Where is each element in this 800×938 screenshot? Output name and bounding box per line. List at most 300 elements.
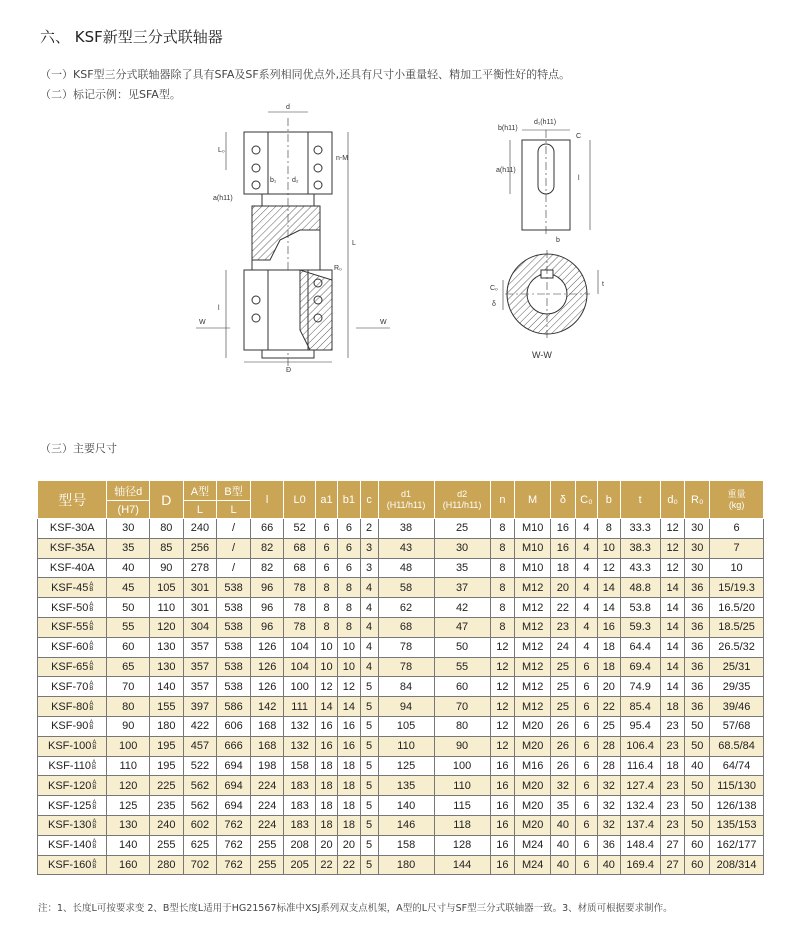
- table-cell: [515, 716, 551, 736]
- table-cell: [434, 855, 490, 875]
- cell-value: 6: [583, 660, 590, 673]
- cell-value: 140: [157, 680, 176, 693]
- cell-value: 10: [730, 561, 743, 574]
- cell-value: 96: [261, 601, 274, 614]
- cell-value: 8: [499, 581, 506, 594]
- table-cell: [150, 796, 184, 816]
- cell-value: 16: [342, 740, 356, 753]
- th-t: t: [620, 481, 660, 519]
- table-cell: [551, 697, 576, 717]
- cell-value: 8: [345, 581, 352, 594]
- cell-value: 50: [691, 799, 704, 812]
- cell-value: KSF-120: [48, 779, 92, 792]
- cell-value: 30: [691, 542, 704, 555]
- cell-value: 12: [496, 740, 509, 753]
- cell-value: 183: [290, 799, 309, 812]
- cell-value: 78: [399, 641, 413, 654]
- th-delta: δ: [551, 481, 576, 519]
- table-cell: [551, 538, 576, 558]
- cell-value: 10: [342, 641, 356, 654]
- table-cell: [490, 578, 515, 598]
- table-cell: [378, 835, 434, 855]
- table-cell: [338, 776, 360, 796]
- cell-value: 208/314: [716, 858, 757, 871]
- table-cell: [315, 756, 337, 776]
- cell-value: 80: [160, 522, 173, 535]
- cell-value: 6: [583, 839, 590, 852]
- cell-value: M10: [521, 561, 544, 574]
- cell-value: 59.3: [629, 621, 651, 634]
- cell-value: KSF-35A: [49, 542, 95, 555]
- table-cell: [183, 519, 217, 539]
- table-cell: [660, 815, 685, 835]
- cell-value: 65: [122, 660, 135, 673]
- cell-value: 115: [453, 799, 471, 812]
- table-cell: [434, 598, 490, 618]
- ab-letter: B: [92, 745, 97, 752]
- cell-value: 280: [157, 858, 176, 871]
- cell-value: M24: [521, 839, 544, 852]
- table-cell: [284, 637, 315, 657]
- table-cell: [183, 756, 217, 776]
- table-cell: [490, 617, 515, 637]
- table-cell: [338, 815, 360, 835]
- table-cell: [434, 716, 490, 736]
- cell-value: 14: [666, 601, 679, 614]
- table-cell: [338, 736, 360, 756]
- cell-value: M10: [521, 522, 544, 535]
- table-cell: [338, 796, 360, 816]
- cell-value: 6: [345, 561, 352, 574]
- th-b1: b1: [338, 481, 360, 519]
- th-c: c: [360, 481, 378, 519]
- table-row: [38, 519, 764, 539]
- table-cell: [360, 677, 378, 697]
- table-cell: [551, 855, 576, 875]
- table-cell: [551, 776, 576, 796]
- table-cell: [710, 815, 764, 835]
- cell-value: 562: [190, 799, 210, 812]
- table-cell: [490, 598, 515, 618]
- table-cell: [490, 796, 515, 816]
- table-cell: [217, 657, 251, 677]
- table-cell: [660, 519, 685, 539]
- table-cell: [575, 637, 597, 657]
- ab-letter: A: [89, 641, 94, 648]
- cell-value: 562: [190, 779, 210, 792]
- ab-letter: A: [92, 859, 97, 866]
- table-cell: [551, 519, 576, 539]
- cell-value: 38: [399, 522, 413, 535]
- th-type-a-L: L: [183, 501, 217, 519]
- table-cell: [551, 657, 576, 677]
- cell-value: 24: [556, 641, 569, 654]
- table-cell: [660, 776, 685, 796]
- cell-value: 625: [190, 839, 210, 852]
- table-cell: [150, 716, 184, 736]
- ab-letter: B: [92, 824, 97, 831]
- table-cell: [434, 637, 490, 657]
- table-cell: [620, 657, 660, 677]
- cell-value: 142: [257, 700, 277, 713]
- cell-value: M12: [521, 621, 544, 634]
- cell-value: 198: [257, 759, 277, 772]
- table-cell: [107, 716, 150, 736]
- table-cell: [315, 835, 337, 855]
- table-cell: [598, 815, 620, 835]
- cell-value: 12: [666, 522, 679, 535]
- cell-value: 135/153: [716, 819, 757, 832]
- th-l: l: [250, 481, 284, 519]
- table-cell: [360, 598, 378, 618]
- table-cell: [434, 796, 490, 816]
- cell-value: 5: [366, 839, 373, 852]
- ab-letter: A: [92, 760, 97, 767]
- table-cell: [434, 736, 490, 756]
- table-cell: [620, 776, 660, 796]
- th-n: n: [490, 481, 515, 519]
- table-cell: [710, 617, 764, 637]
- table-cell: [338, 578, 360, 598]
- table-cell: [685, 835, 710, 855]
- table-cell: [284, 558, 315, 578]
- table-cell: [284, 657, 315, 677]
- cell-value: 702: [190, 858, 210, 871]
- ab-letter: A: [89, 621, 94, 628]
- table-cell: [660, 796, 685, 816]
- table-cell: [434, 538, 490, 558]
- table-row: [38, 677, 764, 697]
- cell-value: 90: [160, 561, 173, 574]
- th-C0: C₀: [575, 481, 597, 519]
- table-cell: [250, 637, 284, 657]
- table-cell: [250, 657, 284, 677]
- table-cell: [217, 617, 251, 637]
- table-cell: [378, 697, 434, 717]
- cell-value: 4: [366, 581, 373, 594]
- table-cell: [360, 855, 378, 875]
- table-cell: [150, 519, 184, 539]
- table-body: [38, 519, 764, 875]
- table-cell: [183, 578, 217, 598]
- table-cell: [38, 598, 107, 618]
- cell-value: 126: [257, 641, 277, 654]
- cell-value: 18: [342, 779, 356, 792]
- table-cell: [183, 697, 217, 717]
- table-cell: [315, 578, 337, 598]
- table-cell: [284, 736, 315, 756]
- cell-value: M16: [521, 759, 544, 772]
- table-cell: [551, 815, 576, 835]
- cell-value: 7: [733, 542, 740, 555]
- table-cell: [150, 598, 184, 618]
- table-cell: [378, 677, 434, 697]
- ab-marker: [89, 642, 93, 652]
- cell-value: 4: [583, 542, 590, 555]
- table-cell: [338, 519, 360, 539]
- cell-value: 606: [224, 720, 243, 733]
- cell-value: 40: [556, 819, 569, 832]
- table-cell: [217, 558, 251, 578]
- table-cell: [620, 578, 660, 598]
- cell-value: 18: [342, 759, 356, 772]
- cell-value: 18.5/25: [718, 621, 755, 634]
- cell-value: 10: [342, 660, 356, 673]
- table-cell: [284, 697, 315, 717]
- table-cell: [620, 835, 660, 855]
- table-cell: [575, 657, 597, 677]
- table-cell: [515, 617, 551, 637]
- cell-value: 4: [583, 601, 590, 614]
- ab-letter: B: [92, 844, 97, 851]
- table-cell: [515, 677, 551, 697]
- table-cell: [38, 617, 107, 637]
- cell-value: 8: [499, 522, 506, 535]
- table-row: [38, 855, 764, 875]
- table-cell: [575, 578, 597, 598]
- cell-value: 6: [323, 542, 330, 555]
- cell-value: 120: [119, 779, 138, 792]
- table-cell: [620, 519, 660, 539]
- cell-value: 23: [556, 621, 569, 634]
- cell-value: 40: [556, 858, 569, 871]
- cell-value: 25: [556, 700, 569, 713]
- cell-value: 8: [323, 581, 330, 594]
- cell-value: 90: [455, 740, 469, 753]
- cell-value: 110: [157, 601, 176, 614]
- table-cell: [38, 736, 107, 756]
- table-cell: [490, 815, 515, 835]
- table-row: [38, 756, 764, 776]
- table-cell: [378, 519, 434, 539]
- ab-marker: [92, 781, 96, 791]
- cell-value: 14: [666, 680, 679, 693]
- cell-value: 68: [293, 542, 306, 555]
- table-cell: [250, 558, 284, 578]
- table-cell: [150, 855, 184, 875]
- cell-value: 224: [257, 799, 277, 812]
- table-cell: [250, 519, 284, 539]
- table-cell: [217, 677, 251, 697]
- cell-value: 50: [122, 601, 135, 614]
- table-row: [38, 736, 764, 756]
- cell-value: 357: [190, 660, 210, 673]
- cell-value: 66: [261, 522, 274, 535]
- table-cell: [38, 697, 107, 717]
- cell-value: 16: [496, 759, 509, 772]
- cell-value: 4: [583, 561, 590, 574]
- cell-value: 5: [366, 759, 373, 772]
- table-cell: [575, 776, 597, 796]
- table-cell: [620, 815, 660, 835]
- ab-letter: A: [89, 720, 94, 727]
- cell-value: 105: [396, 720, 416, 733]
- ab-letter: B: [89, 606, 94, 613]
- table-cell: [284, 598, 315, 618]
- cell-value: 85.4: [629, 700, 651, 713]
- cell-value: 20: [320, 839, 333, 852]
- ab-marker: [92, 761, 96, 771]
- label-delta: δ: [492, 301, 496, 308]
- cell-value: 37: [455, 581, 469, 594]
- cell-value: 132: [290, 720, 309, 733]
- table-cell: [378, 578, 434, 598]
- cell-value: 18: [602, 641, 615, 654]
- cell-value: 235: [157, 799, 176, 812]
- table-cell: [710, 677, 764, 697]
- table-cell: [315, 776, 337, 796]
- cell-value: 14: [666, 660, 679, 673]
- table-cell: [250, 617, 284, 637]
- table-cell: [250, 855, 284, 875]
- table-cell: [515, 578, 551, 598]
- table-cell: [284, 815, 315, 835]
- table-cell: [620, 538, 660, 558]
- table-row: [38, 716, 764, 736]
- label-a-h11: a(h11): [213, 195, 233, 202]
- cell-value: 158: [290, 759, 309, 772]
- table-cell: [685, 578, 710, 598]
- table-cell: [620, 617, 660, 637]
- table-cell: [360, 776, 378, 796]
- cell-value: 82: [261, 542, 274, 555]
- table-cell: [660, 657, 685, 677]
- table-cell: [378, 716, 434, 736]
- table-cell: [660, 677, 685, 697]
- table-cell: [710, 736, 764, 756]
- table-cell: [710, 578, 764, 598]
- page-title: 六、 KSF新型三分式联轴器: [40, 28, 223, 46]
- cell-value: 538: [224, 581, 243, 594]
- table-cell: [250, 736, 284, 756]
- cell-value: 6: [323, 522, 330, 535]
- cell-value: KSF-40A: [49, 561, 95, 574]
- cell-value: 15/19.3: [718, 581, 755, 594]
- cell-value: 23: [666, 799, 679, 812]
- cell-value: 304: [190, 621, 210, 634]
- cell-value: 12: [496, 720, 509, 733]
- cell-value: 132: [290, 740, 309, 753]
- cell-value: 4: [583, 641, 590, 654]
- cell-value: 78: [293, 621, 306, 634]
- cell-value: KSF-125: [48, 799, 92, 812]
- table-cell: [338, 657, 360, 677]
- cell-value: 69.4: [629, 660, 651, 673]
- cell-value: 94: [399, 700, 413, 713]
- table-cell: [338, 855, 360, 875]
- table-cell: [183, 538, 217, 558]
- cell-value: 694: [224, 759, 243, 772]
- cell-value: 8: [499, 621, 506, 634]
- table-cell: [284, 538, 315, 558]
- table-cell: [217, 578, 251, 598]
- cell-value: 762: [224, 819, 243, 832]
- table-cell: [284, 835, 315, 855]
- table-cell: [107, 855, 150, 875]
- cell-value: 80: [455, 720, 469, 733]
- table-cell: [107, 657, 150, 677]
- table-cell: [107, 815, 150, 835]
- cell-value: 130: [157, 660, 176, 673]
- cell-value: 130: [119, 819, 138, 832]
- table-cell: [515, 519, 551, 539]
- cell-value: 12: [342, 680, 356, 693]
- table-cell: [575, 677, 597, 697]
- label-a-h11-side: a(h11): [496, 167, 516, 174]
- cell-value: 4: [583, 522, 590, 535]
- cell-value: M20: [521, 720, 544, 733]
- cell-value: 694: [224, 779, 243, 792]
- table-cell: [38, 578, 107, 598]
- table-cell: [284, 578, 315, 598]
- ab-letter: A: [89, 661, 94, 668]
- section-3-heading: （三）主要尺寸: [40, 442, 117, 455]
- cell-value: 38.3: [629, 542, 651, 555]
- cell-value: 12: [496, 660, 509, 673]
- table-cell: [575, 538, 597, 558]
- table-cell: [710, 855, 764, 875]
- table-row: [38, 617, 764, 637]
- cell-value: 694: [224, 799, 243, 812]
- table-cell: [315, 677, 337, 697]
- cell-value: 95.4: [629, 720, 651, 733]
- cell-value: 50: [455, 641, 469, 654]
- table-cell: [575, 598, 597, 618]
- cell-value: 16: [556, 542, 569, 555]
- ab-letter: A: [92, 819, 97, 826]
- dimension-table: [37, 480, 764, 875]
- cell-value: 168: [257, 720, 277, 733]
- cell-value: 5: [366, 700, 373, 713]
- cell-value: 100: [119, 740, 138, 753]
- table-cell: [660, 716, 685, 736]
- table-cell: [38, 835, 107, 855]
- label-t: t: [602, 281, 604, 288]
- cell-value: 36: [691, 680, 704, 693]
- th-d2-fit: (H11/h11): [442, 499, 482, 510]
- cell-value: 16: [602, 621, 615, 634]
- table-cell: [338, 835, 360, 855]
- table-cell: [575, 835, 597, 855]
- cell-value: 4: [583, 581, 590, 594]
- table-cell: [250, 677, 284, 697]
- table-cell: [150, 736, 184, 756]
- ab-letter: B: [92, 864, 97, 871]
- ab-letter: B: [89, 666, 94, 673]
- table-cell: [150, 538, 184, 558]
- cell-value: 6: [583, 799, 590, 812]
- table-cell: [515, 538, 551, 558]
- cell-value: M20: [521, 799, 544, 812]
- table-cell: [620, 697, 660, 717]
- table-cell: [107, 519, 150, 539]
- table-cell: [378, 736, 434, 756]
- table-cell: [217, 598, 251, 618]
- table-cell: [490, 716, 515, 736]
- table-cell: [38, 855, 107, 875]
- cell-value: 125: [119, 799, 138, 812]
- cell-value: 110: [397, 740, 415, 753]
- ab-letter: B: [89, 646, 94, 653]
- cell-value: 14: [342, 700, 356, 713]
- table-cell: [378, 598, 434, 618]
- ab-marker: [89, 702, 93, 712]
- cell-value: 55: [455, 660, 469, 673]
- cell-value: 6: [583, 779, 590, 792]
- cell-value: 16.5/20: [718, 601, 755, 614]
- label-b1: b₁: [270, 177, 277, 184]
- table-cell: [284, 756, 315, 776]
